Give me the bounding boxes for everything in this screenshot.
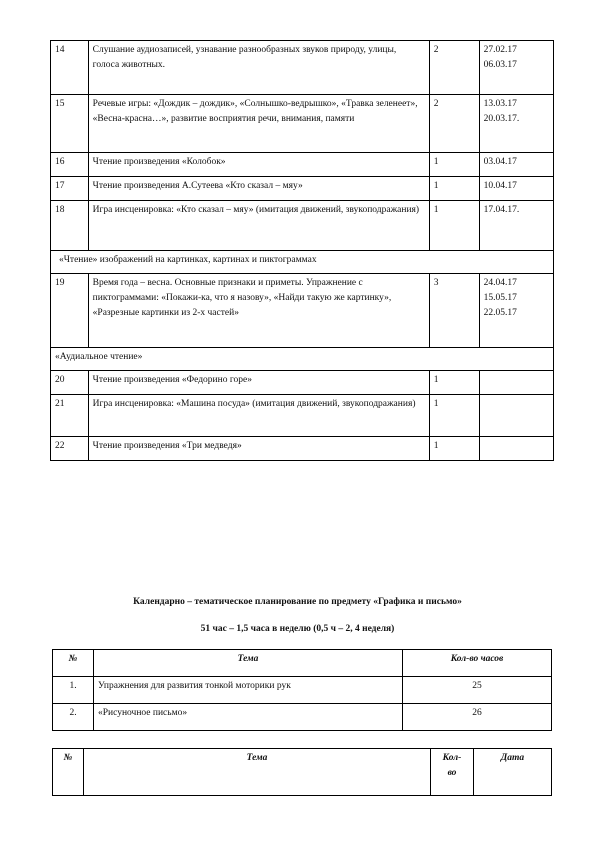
table-row bbox=[51, 201, 554, 251]
lessons-table bbox=[50, 40, 554, 461]
lesson-topic: Речевые игры: «Дождик – дождик», «Солнышко-ведрышко», «Травка зеленеет», «Весна-красна…», развитие восприятия речи, внимания, памяти bbox=[88, 95, 429, 153]
row-topic: «Рисуночное письмо» bbox=[94, 704, 403, 731]
lesson-number: 19 bbox=[51, 274, 89, 348]
lesson-hours: 2 bbox=[429, 41, 479, 95]
section-row bbox=[51, 251, 554, 274]
calendar-subtitle: 51 час – 1,5 часа в неделю (0,5 ч – 2, 4 неделя) bbox=[200, 624, 395, 634]
lesson-hours: 1 bbox=[429, 153, 479, 177]
row-hours: 25 bbox=[403, 677, 552, 704]
lesson-number: 18 bbox=[51, 201, 89, 251]
lesson-hours: 1 bbox=[429, 201, 479, 251]
table-row bbox=[53, 704, 552, 731]
plan-table bbox=[52, 748, 552, 796]
lesson-hours: 1 bbox=[429, 177, 479, 201]
lesson-dates: 24.04.17 15.05.17 22.05.17 bbox=[479, 274, 553, 348]
lesson-number: 22 bbox=[51, 437, 89, 461]
lesson-hours: 1 bbox=[429, 437, 479, 461]
lesson-hours: 2 bbox=[429, 95, 479, 153]
lesson-number: 21 bbox=[51, 395, 89, 437]
lesson-hours: 3 bbox=[429, 274, 479, 348]
table-row bbox=[51, 437, 554, 461]
header-number: № bbox=[53, 749, 84, 796]
lesson-dates bbox=[479, 395, 553, 437]
table-header-row bbox=[53, 749, 552, 796]
header-topic: Тема bbox=[94, 650, 403, 677]
row-number: 1. bbox=[53, 677, 94, 704]
row-number: 2. bbox=[53, 704, 94, 731]
header-hours: Кол- во bbox=[431, 749, 474, 796]
lesson-dates: 13.03.17 20.03.17. bbox=[479, 95, 553, 153]
lesson-topic: Игра инсценировка: «Машина посуда» (имитация движений, звукоподражания) bbox=[88, 395, 429, 437]
lesson-topic: Игра инсценировка: «Кто сказал – мяу» (имитация движений, звукоподражания) bbox=[88, 201, 429, 251]
table-row bbox=[51, 395, 554, 437]
table-row bbox=[51, 95, 554, 153]
table-row bbox=[51, 177, 554, 201]
section-row bbox=[51, 348, 554, 371]
lesson-number: 20 bbox=[51, 371, 89, 395]
table-row bbox=[51, 41, 554, 95]
lesson-hours: 1 bbox=[429, 371, 479, 395]
lesson-dates: 10.04.17 bbox=[479, 177, 553, 201]
table-header-row bbox=[53, 650, 552, 677]
lesson-dates: 03.04.17 bbox=[479, 153, 553, 177]
table-row bbox=[51, 274, 554, 348]
lesson-topic: Время года – весна. Основные признаки и приметы. Упражнение с пиктограммами: «Покажи-ка, что я назову», «Найди такую же картинку», «Разрезные картинки из 2-х частей» bbox=[88, 274, 429, 348]
lesson-dates bbox=[479, 371, 553, 395]
header-number: № bbox=[53, 650, 94, 677]
lesson-number: 14 bbox=[51, 41, 89, 95]
header-topic: Тема bbox=[84, 749, 431, 796]
section-title: «Аудиальное чтение» bbox=[51, 348, 554, 371]
lesson-dates bbox=[479, 437, 553, 461]
summary-table bbox=[52, 649, 552, 731]
lesson-number: 15 bbox=[51, 95, 89, 153]
table-row bbox=[53, 677, 552, 704]
lesson-topic: Чтение произведения А.Сутеева «Кто сказал – мяу» bbox=[88, 177, 429, 201]
header-hours: Кол-во часов bbox=[403, 650, 552, 677]
lesson-number: 17 bbox=[51, 177, 89, 201]
table-row bbox=[51, 371, 554, 395]
lesson-dates: 27.02.17 06.03.17 bbox=[479, 41, 553, 95]
calendar-title: Календарно – тематическое планирование по предмету «Графика и письмо» bbox=[133, 597, 462, 607]
lesson-topic: Слушание аудиозаписей, узнавание разнообразных звуков природу, улицы, голоса животных. bbox=[88, 41, 429, 95]
lesson-topic: Чтение произведения «Колобок» bbox=[88, 153, 429, 177]
lesson-topic: Чтение произведения «Три медведя» bbox=[88, 437, 429, 461]
header-date: Дата bbox=[474, 749, 552, 796]
lesson-topic: Чтение произведения «Федорино горе» bbox=[88, 371, 429, 395]
lesson-dates: 17.04.17. bbox=[479, 201, 553, 251]
row-hours: 26 bbox=[403, 704, 552, 731]
lesson-number: 16 bbox=[51, 153, 89, 177]
table-row bbox=[51, 153, 554, 177]
lesson-hours: 1 bbox=[429, 395, 479, 437]
section-title: «Чтение» изображений на картинках, картинах и пиктограммах bbox=[51, 251, 554, 274]
row-topic: Упражнения для развития тонкой моторики рук bbox=[94, 677, 403, 704]
